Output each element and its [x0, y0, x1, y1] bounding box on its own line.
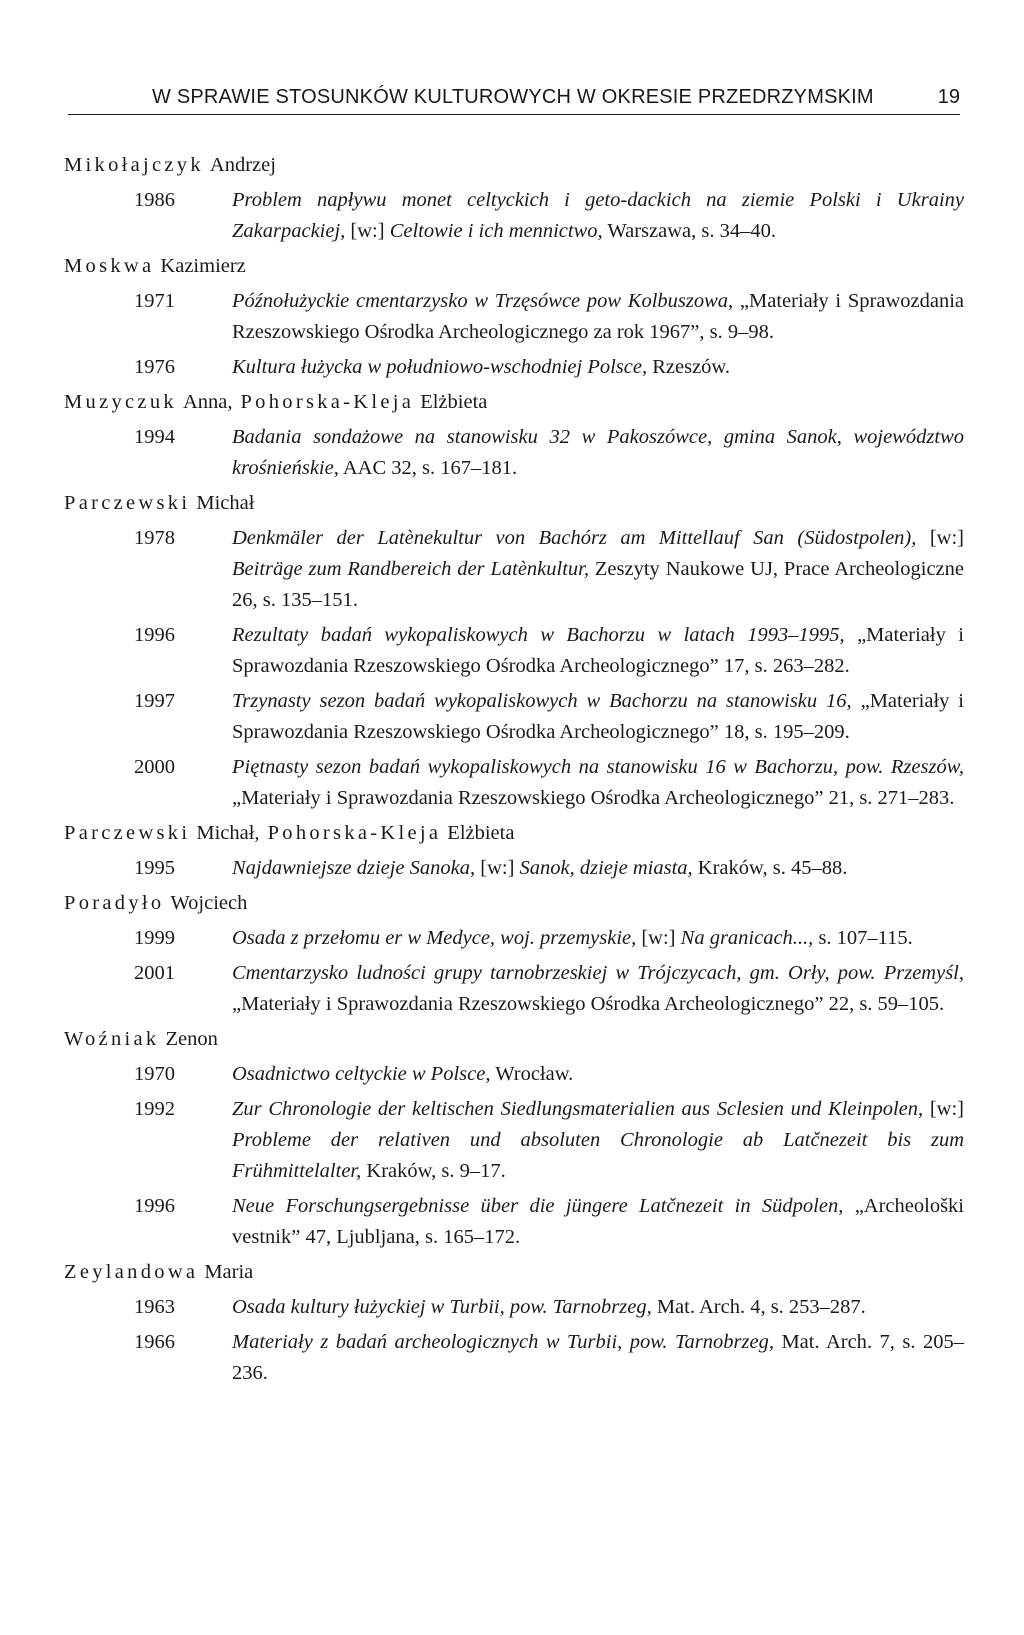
reference-text: „Materiały i Sprawozdania Rzeszowskiego Ośrodka Archeologicznego” 18, s. 195–209. — [232, 690, 965, 743]
reference-title: Denkmäler der Latènekultur von Bachórz am Mittellauf San (Südostpolen), — [232, 527, 917, 549]
reference-title: Badania sondażowe na stanowisku 32 w Pakoszówce, gmina Sanok, województwo krośnieńskie, — [232, 426, 964, 479]
reference-text: [w:] — [916, 527, 964, 549]
author-given-name: Maria — [204, 1261, 254, 1283]
author-surname: Parczewski — [64, 822, 191, 844]
author-heading — [64, 1024, 964, 1055]
entry-year: 2000 — [134, 756, 175, 778]
author-given-name: Elżbieta — [447, 822, 515, 844]
reference-text: „Materiały i Sprawozdania Rzeszowskiego Ośrodka Archeologicznego” 17, s. 263–282. — [232, 624, 964, 677]
author-heading — [64, 818, 964, 849]
author-surname: Pohorska-Kleja — [267, 822, 442, 844]
entry-reference — [232, 1191, 964, 1253]
author-given-name: Zenon — [165, 1028, 218, 1050]
author-heading — [64, 150, 964, 181]
author-surname: Moskwa — [64, 255, 155, 277]
running-title: W SPRAWIE STOSUNKÓW KULTUROWYCH W OKRESIE PRZEDRZYMSKIM — [152, 86, 874, 108]
bibliography-entry — [64, 422, 964, 484]
entry-reference — [232, 752, 964, 814]
reference-text: Wrocław. — [490, 1063, 574, 1085]
author-surname: Pohorska-Kleja — [240, 391, 415, 413]
reference-text: Rzeszów. — [647, 356, 731, 378]
reference-title: Beiträge zum Randbereich der Latènkultur, — [232, 558, 590, 580]
bibliography-entry — [64, 286, 964, 348]
bibliography-entry — [64, 853, 964, 884]
entry-reference — [232, 523, 964, 616]
reference-text: „Materiały i Sprawozdania Rzeszowskiego Ośrodka Archeologicznego” 22, s. 59–105. — [232, 993, 945, 1015]
reference-text: „Materiały i Sprawozdania Rzeszowskiego Ośrodka Archeologicznego za rok 1967”, s. 9–98. — [232, 290, 964, 343]
reference-title: Na granicach..., — [680, 927, 814, 949]
entry-reference — [232, 923, 964, 954]
bibliography-list — [64, 150, 964, 1389]
author-heading — [64, 387, 964, 418]
entry-reference — [232, 1327, 964, 1389]
author-surname: Mikołajczyk — [64, 154, 204, 176]
author-surname: Woźniak — [64, 1028, 160, 1050]
reference-title: Osada z przełomu er w Medyce, woj. przemyskie, — [232, 927, 637, 949]
author-heading — [64, 888, 964, 919]
reference-text: s. 107–115. — [813, 927, 913, 949]
reference-title: Najdawniejsze dzieje Sanoka, — [232, 857, 476, 879]
reference-text: Mat. Arch. 7, s. 205–236. — [232, 1331, 964, 1384]
author-given-name: Elżbieta — [420, 391, 488, 413]
entry-year: 1970 — [134, 1063, 175, 1085]
entry-year: 1986 — [134, 189, 175, 211]
bibliography-entry — [64, 958, 964, 1020]
bibliography-entry — [64, 1094, 964, 1187]
entry-year: 1996 — [134, 624, 175, 646]
reference-title: Celtowie i ich mennictwo, — [389, 220, 603, 242]
entry-year: 1999 — [134, 927, 175, 949]
entry-reference — [232, 185, 964, 247]
entry-reference — [232, 853, 964, 884]
reference-title: Sanok, dzieje miasta, — [519, 857, 693, 879]
author-surname: Zeylandowa — [64, 1261, 199, 1283]
entry-year: 1978 — [134, 527, 175, 549]
bibliography-entry — [64, 185, 964, 247]
reference-title: Cmentarzysko ludności grupy tarnobrzeskiej w Trójczycach, gm. Orły, pow. Przemyśl, — [232, 962, 964, 984]
entry-year: 1966 — [134, 1331, 175, 1353]
author-given-name: Anna, — [182, 391, 233, 413]
author-given-name: Michał, — [196, 822, 260, 844]
reference-title: Neue Forschungsergebnisse über die jüngere Latčnezeit in Südpolen, — [232, 1195, 844, 1217]
entry-reference — [232, 1292, 964, 1323]
bibliography-entry — [64, 923, 964, 954]
bibliography-entry — [64, 1292, 964, 1323]
bibliography-entry — [64, 523, 964, 616]
entry-reference — [232, 352, 964, 383]
entry-year: 1976 — [134, 356, 175, 378]
reference-title: Późnołużyckie cmentarzysko w Trzęsówce pow Kolbuszowa, — [232, 290, 734, 312]
reference-title: Materiały z badań archeologicznych w Turbii, pow. Tarnobrzeg, — [232, 1331, 774, 1353]
reference-title: Zur Chronologie der keltischen Siedlungsmaterialien aus Sclesien und Kleinpolen, — [232, 1098, 924, 1120]
page-header — [68, 78, 960, 114]
reference-text: Kraków, s. 45–88. — [692, 857, 848, 879]
entry-year: 1995 — [134, 857, 175, 879]
bibliography-entry — [64, 1059, 964, 1090]
author-heading — [64, 251, 964, 282]
author-given-name: Wojciech — [170, 892, 248, 914]
entry-year: 1996 — [134, 1195, 175, 1217]
reference-text: „Materiały i Sprawozdania Rzeszowskiego Ośrodka Archeologicznego” 21, s. 271–283. — [232, 787, 955, 809]
author-surname: Poradyło — [64, 892, 165, 914]
reference-text: „Archeološki vestnik” 47, Ljubljana, s. 165–172. — [232, 1195, 964, 1248]
entry-reference — [232, 422, 964, 484]
bibliography-entry — [64, 752, 964, 814]
author-heading — [64, 488, 964, 519]
reference-text: AAC 32, s. 167–181. — [338, 457, 518, 479]
entry-reference — [232, 958, 964, 1020]
author-given-name: Kazimierz — [160, 255, 246, 277]
reference-title: Piętnasty sezon badań wykopaliskowych na stanowisku 16 w Bachorzu, pow. Rzeszów, — [232, 756, 964, 778]
reference-title: Kultura łużycka w południowo-wschodniej Polsce, — [232, 356, 648, 378]
reference-title: Osada kultury łużyckiej w Turbii, pow. Tarnobrzeg, — [232, 1296, 652, 1318]
entry-year: 1971 — [134, 290, 175, 312]
entry-reference — [232, 286, 964, 348]
author-given-name: Andrzej — [209, 154, 276, 176]
page-number: 19 — [937, 86, 960, 108]
header-rule — [68, 114, 960, 115]
reference-text: Zeszyty Naukowe UJ, Prace Archeologiczne 26, s. 135–151. — [232, 558, 964, 611]
entry-year: 1992 — [134, 1098, 175, 1120]
author-heading — [64, 1257, 964, 1288]
reference-text: [w:] — [475, 857, 520, 879]
reference-text: Warszawa, s. 34–40. — [602, 220, 776, 242]
reference-text: Kraków, s. 9–17. — [361, 1160, 506, 1182]
entry-reference — [232, 620, 964, 682]
bibliography-entry — [64, 352, 964, 383]
reference-text: [w:] — [923, 1098, 964, 1120]
entry-year: 2001 — [134, 962, 175, 984]
reference-title: Problem napływu monet celtyckich i geto-dackich na ziemie Polski i Ukrainy Zakarpackiej, — [232, 189, 964, 242]
author-surname: Muzyczuk — [64, 391, 177, 413]
reference-title: Osadnictwo celtyckie w Polsce, — [232, 1063, 491, 1085]
reference-title: Rezultaty badań wykopaliskowych w Bachorzu w latach 1993–1995, — [232, 624, 845, 646]
reference-text: Mat. Arch. 4, s. 253–287. — [651, 1296, 866, 1318]
bibliography-entry — [64, 1191, 964, 1253]
entry-reference — [232, 1059, 964, 1090]
bibliography-entry — [64, 620, 964, 682]
bibliography-entry — [64, 686, 964, 748]
entry-reference — [232, 686, 964, 748]
author-surname: Parczewski — [64, 492, 191, 514]
bibliography-entry — [64, 1327, 964, 1389]
reference-title: Probleme der relativen und absoluten Chronologie ab Latčnezeit bis zum Frühmittelalter, — [232, 1129, 964, 1182]
entry-reference — [232, 1094, 964, 1187]
entry-year: 1994 — [134, 426, 175, 448]
entry-year: 1997 — [134, 690, 175, 712]
author-given-name: Michał — [196, 492, 255, 514]
reference-title: Trzynasty sezon badań wykopaliskowych w Bachorzu na stanowisku 16, — [232, 690, 852, 712]
reference-text: [w:] — [636, 927, 681, 949]
reference-text: [w:] — [345, 220, 390, 242]
entry-year: 1963 — [134, 1296, 175, 1318]
